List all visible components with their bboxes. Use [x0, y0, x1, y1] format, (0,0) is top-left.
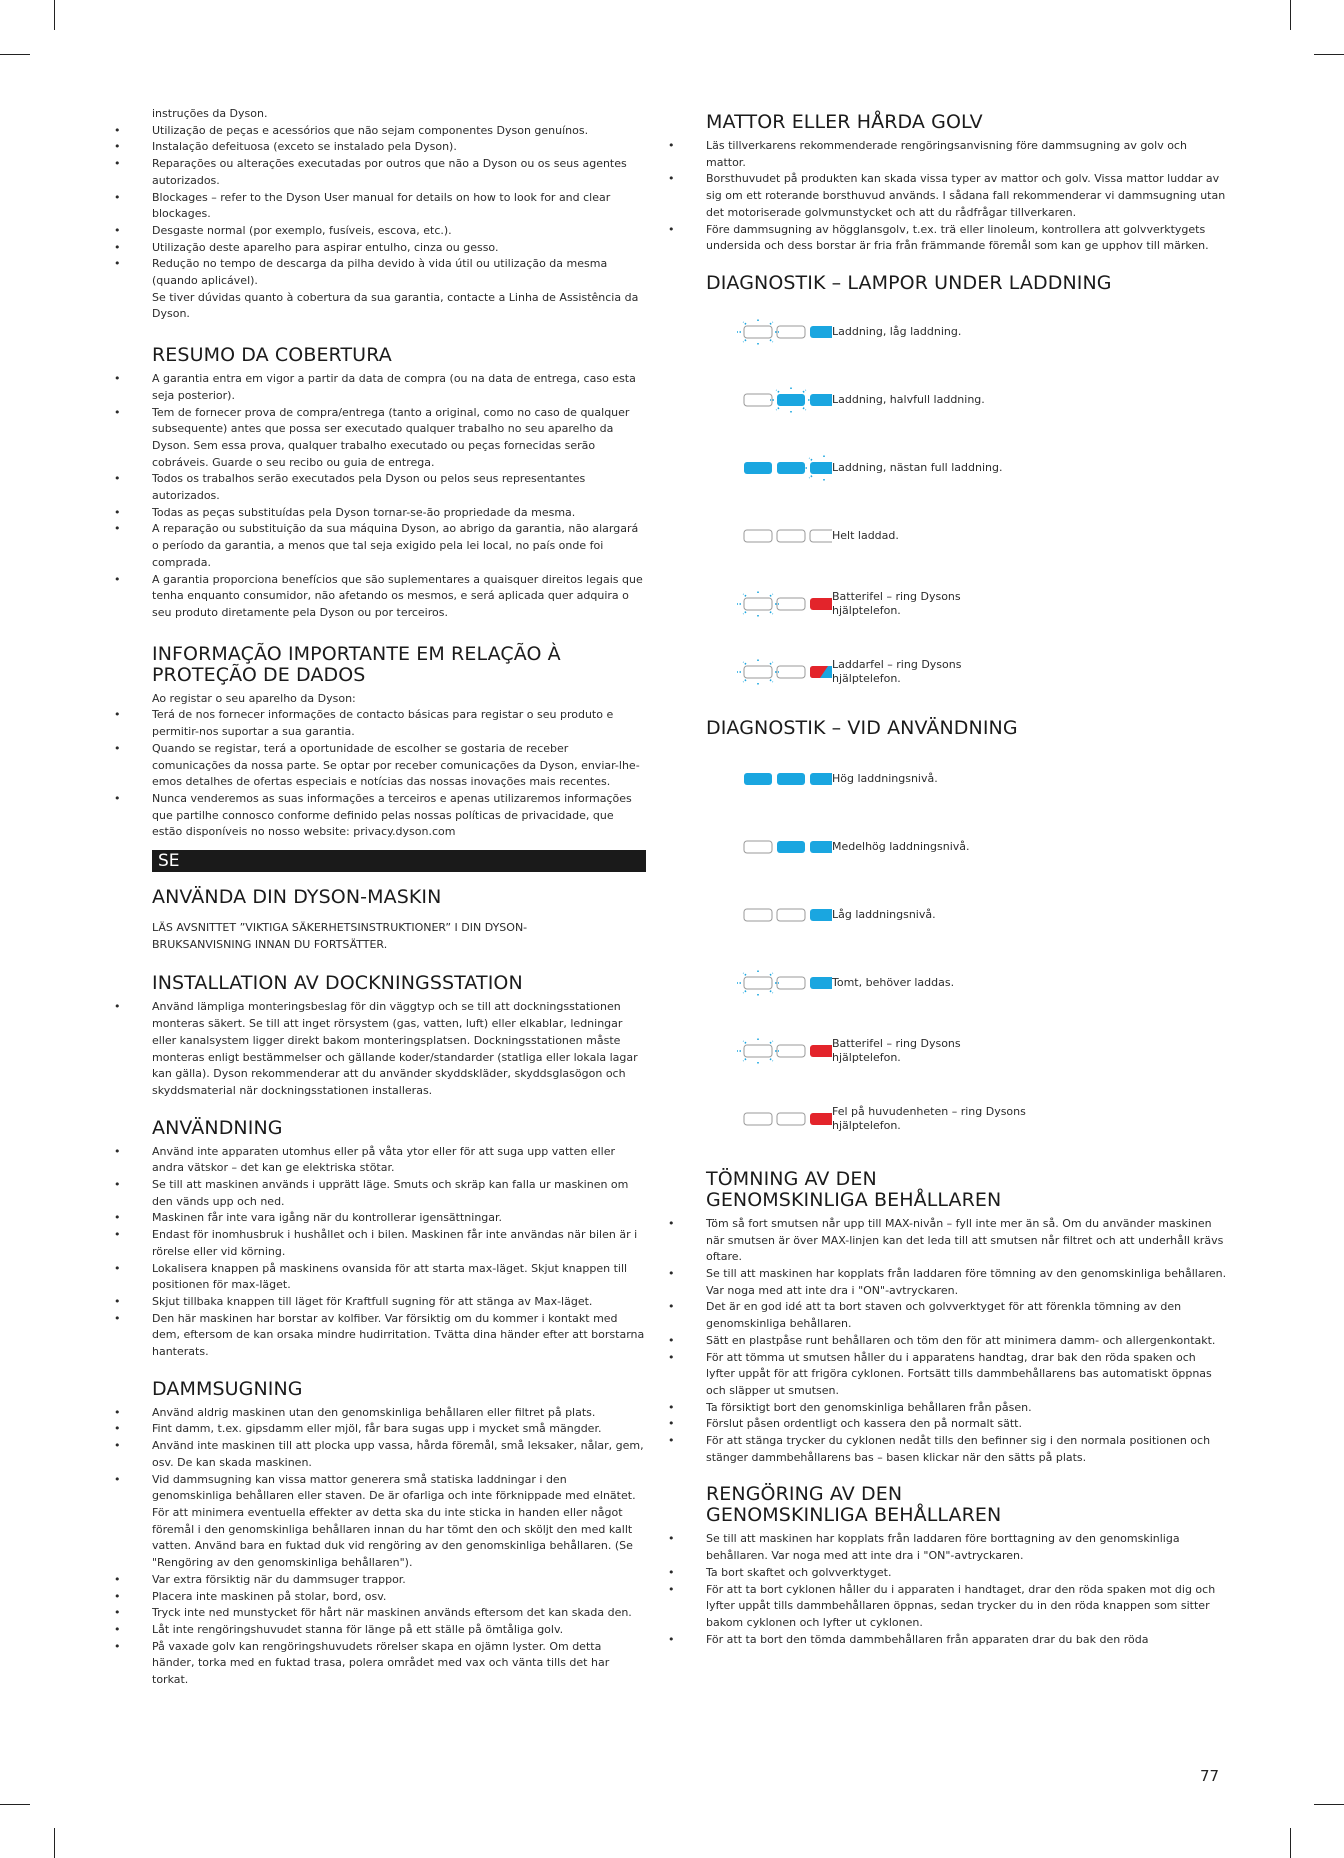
battery-indicator-icon: [706, 822, 832, 872]
battery-indicator-icon: [706, 958, 832, 1008]
right-column: [706, 112, 1228, 1648]
led-segment: [777, 977, 805, 989]
list-item: • Fint damm, t.ex. gipsdamm eller mjöl, får bara sugas upp i mycket små mängder.: [114, 1421, 646, 1438]
led-segment: [810, 598, 832, 610]
blink-ray: [743, 1059, 746, 1061]
anvandning-list: [114, 1144, 646, 1361]
led-indicator-graphic: [706, 890, 832, 940]
indicator-text: Laddarfel – ring Dysons hjälptelefon.: [832, 657, 962, 685]
led-segment: [810, 326, 832, 338]
list-item: • Använd lämpliga monteringsbeslag för din väggtyp och se till att dockningsstationen monteras säkert. Se till att inget rörsystem (gas, vatten, luft) eller elkablar, ledningar eller kanalsystem ligger direkt bakom monteringsplatsen. Dockningsstationen måste monteras enligt bestämmelser och gällande koder/standarder (statliga eller lokala lagar kan gälla). Dyson rekommenderar att du använder skyddskläder, skyddsglasögon och skyddsmaterial när dockningsstationen installeras.: [114, 999, 646, 1099]
indicator-row: [706, 366, 1228, 434]
list-item: • Läs tillverkarens rekommenderade rengöringsanvisning före dammsugning av golv och mattor.: [668, 138, 1228, 171]
indicator-row: [706, 298, 1228, 366]
led-segment: [744, 530, 772, 542]
blink-ray: [809, 458, 812, 460]
mattor-list: [668, 138, 1228, 255]
blink-ray: [809, 476, 812, 478]
list-item: • Se till att maskinen används i upprätt läge. Smuts och skräp kan falla ur maskinen om den vänds upp och ned.: [114, 1177, 646, 1210]
list-item: • Ta försiktigt bort den genomskinliga behållaren från påsen.: [668, 1400, 1228, 1417]
led-segment: [810, 462, 832, 474]
section-title-installation: INSTALLATION AV DOCKNINGSSTATION: [152, 972, 523, 995]
crop-mark: [54, 0, 55, 30]
led-indicator-graphic: [706, 754, 832, 804]
list-item: • Borsthuvudet på produkten kan skada vissa typer av mattor och golv. Vissa mattor luddar av sig om ett roterande borsthuvud används. I sådana fall rekommenderar vi dammsugning utan det motoriserade golvmunstycket och att du rådfrågar tillverkaren.: [668, 171, 1228, 221]
indicator-row: [706, 881, 1228, 949]
led-segment: [744, 1045, 772, 1057]
crop-mark: [1290, 1828, 1291, 1858]
section-title-diag-anvandning: DIAGNOSTIK – VID ANVÄNDNING: [706, 716, 1018, 739]
indicator-text: Låg laddningsnivå.: [832, 907, 936, 921]
crop-mark: [1314, 1804, 1344, 1805]
list-item: • Använd inte apparaten utomhus eller på våta ytor eller för att suga upp vatten eller andra vätskor – det kan ge elektriska stötar.: [114, 1144, 646, 1177]
tomning-list: [668, 1216, 1228, 1467]
indicator-row: [706, 949, 1228, 1017]
rengoring-list: [668, 1531, 1228, 1648]
indicator-row: [706, 570, 1228, 638]
blink-ray: [803, 408, 806, 410]
led-segment: [744, 841, 772, 853]
blink-ray: [743, 322, 746, 324]
led-segment: [744, 462, 772, 474]
section-title-rengoring: RENGÖRING AV DEN GENOMSKINLIGA BEHÅLLAREN: [706, 1483, 1002, 1527]
indicator-row: [706, 1085, 1228, 1153]
led-segment: [777, 394, 805, 406]
led-indicator-graphic: [706, 307, 832, 357]
list-item: • Förslut påsen ordentligt och kassera den på normalt sätt.: [668, 1416, 1228, 1433]
list-item: • Endast för inomhusbruk i hushållet och i bilen. Maskinen får inte användas när bilen är i rörelse eller vid körning.: [114, 1227, 646, 1260]
led-segment: [810, 1113, 832, 1125]
led-indicator-graphic: [706, 647, 832, 697]
section-title-dammsugning: DAMMSUGNING: [152, 1377, 303, 1400]
led-segment: [810, 394, 832, 406]
list-item: • Redução no tempo de descarga da pilha devido à vida útil ou utilização da mesma (quando aplicável). Se tiver dúvidas quanto à cobertura da sua garantia, contacte a Linha de Assistência da Dyson.: [114, 256, 646, 323]
list-item: • För att stänga trycker du cyklonen nedåt tills den befinner sig i den normala positionen och stänger dammbehållarens bas – basen klickar när den sätts på plats.: [668, 1433, 1228, 1466]
blink-ray: [770, 973, 773, 975]
list-item: • Skjut tillbaka knappen till läget för Kraftfull sugning för att stänga av Max-läget.: [114, 1294, 646, 1311]
list-item: • Den här maskinen har borstar av kolfiber. Var försiktig om du kommer i kontakt med dem, eftersom de kan orsaka mindre hudirritation. Tvätta dina händer efter att borstarna hanterats.: [114, 1311, 646, 1361]
list-item: • A garantia proporciona benefícios que são suplementares a quaisquer direitos legais que tenha enquanto consumidor, não afetando os mesmos, e será aplicada quer adquira o seu produto diretamente pela Dyson ou por terceiros.: [114, 572, 646, 622]
indicator-row: [706, 813, 1228, 881]
led-segment: [777, 909, 805, 921]
indicator-text: Helt laddad.: [832, 528, 899, 542]
indicator-row: [706, 502, 1228, 570]
battery-indicator-icon: [706, 647, 832, 697]
led-segment: [777, 530, 805, 542]
dados-list: [114, 707, 646, 841]
crop-mark: [1290, 0, 1291, 30]
led-segment: [744, 773, 772, 785]
battery-indicator-icon: [706, 579, 832, 629]
list-item: • Se till att maskinen har kopplats från laddaren före borttagning av den genomskinliga behållaren. Var noga med att inte dra i "ON"-avtryckaren.: [668, 1531, 1228, 1564]
blink-ray: [776, 390, 779, 392]
led-segment: [777, 1045, 805, 1057]
led-segment: [744, 977, 772, 989]
led-indicator-graphic: [706, 443, 832, 493]
indicator-text: Batterifel – ring Dysons hjälptelefon.: [832, 589, 961, 617]
blink-ray: [770, 340, 773, 342]
list-item: • Sätt en plastpåse runt behållaren och töm den för att minimera damm- och allergenkontakt.: [668, 1333, 1228, 1350]
blink-ray: [770, 594, 773, 596]
led-indicator-graphic: [706, 822, 832, 872]
section-title-anvanda: ANVÄNDA DIN DYSON-MASKIN: [152, 886, 442, 909]
indicator-text: Tomt, behöver laddas.: [832, 975, 955, 989]
indicator-text: Batterifel – ring Dysons hjälptelefon.: [832, 1036, 961, 1064]
blink-ray: [743, 973, 746, 975]
section-title-anvandning: ANVÄNDNING: [152, 1116, 283, 1139]
indicator-row: [706, 434, 1228, 502]
indicator-list-laddning: [706, 298, 1228, 706]
list-item: • Låt inte rengöringshuvudet stanna för länge på ett ställe på ömtåliga golv.: [114, 1622, 646, 1639]
list-item: • Quando se registar, terá a oportunidade de escolher se gostaria de receber comunicações da nossa parte. Se optar por receber comunicações da Dyson, enviar-lhe-emos detalhes de ofertas especiais e notícias das nossas inovações mais recentes.: [114, 741, 646, 791]
battery-indicator-icon: [706, 511, 832, 561]
led-segment: [744, 394, 772, 406]
blink-ray: [776, 408, 779, 410]
blink-ray: [743, 991, 746, 993]
intro-list: [114, 123, 646, 323]
led-segment: [744, 666, 772, 678]
anvanda-text: LÄS AVSNITTET ”VIKTIGA SÄKERHETSINSTRUKTIONER” I DIN DYSON-BRUKSANVISNING INNAN DU FORTSÄTTER.: [152, 921, 528, 951]
led-segment: [810, 1045, 832, 1057]
led-segment: [777, 841, 805, 853]
list-item: • Ta bort skaftet och golvverktyget.: [668, 1565, 1228, 1582]
page-number: 77: [1200, 1767, 1220, 1785]
resumo-list: [114, 371, 646, 622]
list-item: • Maskinen får inte vara igång när du kontrollerar igensättningar.: [114, 1210, 646, 1227]
blink-ray: [770, 612, 773, 614]
language-bar-se: SE: [152, 850, 646, 872]
led-segment: [810, 977, 832, 989]
blink-ray: [743, 662, 746, 664]
installation-list: [114, 999, 646, 1099]
led-indicator-graphic: [706, 511, 832, 561]
section-title-mattor: MATTOR ELLER HÅRDA GOLV: [706, 111, 983, 133]
blink-ray: [770, 1041, 773, 1043]
blink-ray: [770, 662, 773, 664]
blink-ray: [743, 594, 746, 596]
list-item: • Terá de nos fornecer informações de contacto básicas para registar o seu produto e permitir-nos suportar a sua garantia.: [114, 707, 646, 740]
indicator-row: [706, 745, 1228, 813]
led-segment: [810, 530, 832, 542]
blink-ray: [770, 1059, 773, 1061]
blink-ray: [770, 991, 773, 993]
blink-ray: [803, 390, 806, 392]
list-item: • Nunca venderemos as suas informações a terceiros e apenas utilizaremos informações que partilhe connosco conforme definido pelas nossas políticas de privacidade, que estão disponíveis no nosso website: privacy.dyson.com: [114, 791, 646, 841]
section-title-diag-laddning: DIAGNOSTIK – LAMPOR UNDER LADDNING: [706, 271, 1112, 294]
list-item: • Todos os trabalhos serão executados pela Dyson ou pelos seus representantes autorizados.: [114, 471, 646, 504]
battery-indicator-icon: [706, 754, 832, 804]
list-item: • A reparação ou substituição da sua máquina Dyson, ao abrigo da garantia, não alargará o período da garantia, a menos que tal seja exigido pela lei local, no país onde foi comprada.: [114, 521, 646, 571]
list-item: • Utilização de peças e acessórios que não sejam componentes Dyson genuínos.: [114, 123, 646, 140]
list-item: • Lokalisera knappen på maskinens ovansida för att starta max-läget. Skjut knappen till positionen för max-läget.: [114, 1261, 646, 1294]
left-column: [114, 106, 646, 1689]
list-item: • Före dammsugning av högglansgolv, t.ex. trä eller linoleum, kontrollera att golvverktygets undersida och dess borstar är fria från främmande föremål som kan ge upphov till märken.: [668, 222, 1228, 255]
section-title-resumo: RESUMO DA COBERTURA: [152, 344, 392, 367]
list-item: • Instalação defeituosa (exceto se instalado pela Dyson).: [114, 139, 646, 156]
blink-ray: [743, 1041, 746, 1043]
list-item: • Desgaste normal (por exemplo, fusíveis, escova, etc.).: [114, 223, 646, 240]
indicator-text: Fel på huvudenheten – ring Dysons hjälptelefon.: [832, 1104, 1026, 1132]
indicator-text: Medelhög laddningsnivå.: [832, 839, 970, 853]
battery-indicator-icon: [706, 1026, 832, 1076]
list-item: • Använd aldrig maskinen utan den genomskinliga behållaren eller filtret på plats.: [114, 1405, 646, 1422]
list-item: • Se till att maskinen har kopplats från laddaren före tömning av den genomskinliga behållaren. Var noga med att inte dra i "ON"-avtryckaren.: [668, 1266, 1228, 1299]
led-segment: [777, 326, 805, 338]
battery-indicator-icon: [706, 443, 832, 493]
led-segment: [810, 773, 832, 785]
section-title-tomning: TÖMNING AV DEN GENOMSKINLIGA BEHÅLLAREN: [706, 1167, 1002, 1211]
list-item: • På vaxade golv kan rengöringshuvudets rörelser skapa en ojämn lyster. Om detta händer, torka med en fuktad trasa, polera området med vax och vänta tills det har torkat.: [114, 1639, 646, 1689]
blink-ray: [743, 340, 746, 342]
crop-mark: [0, 54, 30, 55]
led-indicator-graphic: [706, 375, 832, 425]
crop-mark: [0, 1804, 30, 1805]
list-item: • Todas as peças substituídas pela Dyson tornar-se-ão propriedade da mesma.: [114, 505, 646, 522]
battery-indicator-icon: [706, 890, 832, 940]
crop-mark: [1314, 54, 1344, 55]
list-item: • För att ta bort cyklonen håller du i apparaten i handtaget, drar den röda spaken mot dig och lyfter uppåt tills dammbehållaren öppnas, sedan trycker du in den röda knappen som sitter bakom cyklonen och lyfter ut cyklonen.: [668, 1582, 1228, 1632]
led-segment: [744, 326, 772, 338]
led-segment: [777, 598, 805, 610]
led-segment: [744, 1113, 772, 1125]
list-item: • För att tömma ut smutsen håller du i apparatens handtag, drar bak den röda spaken och lyfter uppåt för att frigöra cyklonen. Fortsätt tills dammbehållarens bas automatiskt öppnas och släpper ut smutsen.: [668, 1350, 1228, 1400]
crop-mark: [54, 1828, 55, 1858]
led-indicator-graphic: [706, 958, 832, 1008]
battery-indicator-icon: [706, 1094, 832, 1144]
list-item: • Töm så fort smutsen når upp till MAX-nivån – fyll inte mer än så. Om du använder maskinen när smutsen är över MAX-linjen kan det leda till att smutsen når filtret och att underhåll krävs oftare.: [668, 1216, 1228, 1266]
led-indicator-graphic: [706, 1026, 832, 1076]
dammsugning-list: [114, 1405, 646, 1689]
battery-indicator-icon: [706, 307, 832, 357]
led-segment: [777, 666, 805, 678]
led-segment: [777, 1113, 805, 1125]
section-title-dados: INFORMAÇÃO IMPORTANTE EM RELAÇÃO À PROTEÇÃO DE DADOS: [152, 642, 561, 686]
indicator-text: Laddning, halvfull laddning.: [832, 392, 985, 406]
battery-indicator-icon: [706, 375, 832, 425]
indicator-row: [706, 1017, 1228, 1085]
list-item: • Vid dammsugning kan vissa mattor generera små statiska laddningar i den genomskinliga behållaren eller staven. De är ofarliga och inte förknippade med elnätet. För att minimera eventuella effekter av detta ska du inte sticka in handen eller något föremål i den genomskinliga behållaren innan du har tömt den och sköljt den med kallt vatten. Använd bara en fuktad duk vid rengöring av den genomskinliga behållaren. (Se "Rengöring av den genomskinliga behållaren").: [114, 1472, 646, 1572]
dados-intro: Ao registar o seu aparelho da Dyson:: [152, 691, 356, 705]
led-segment: [810, 841, 832, 853]
blink-ray: [743, 612, 746, 614]
list-item: • A garantia entra em vigor a partir da data de compra (ou na data de entrega, caso esta seja posterior).: [114, 371, 646, 404]
led-segment: [777, 462, 805, 474]
led-indicator-graphic: [706, 579, 832, 629]
blink-ray: [743, 680, 746, 682]
led-segment: [744, 598, 772, 610]
led-segment: [777, 773, 805, 785]
list-item: • Blockages – refer to the Dyson User manual for details on how to look for and clear blockages.: [114, 190, 646, 223]
list-item: • Reparações ou alterações executadas por outros que não a Dyson ou os seus agentes autorizados.: [114, 156, 646, 189]
led-segment: [810, 909, 832, 921]
list-item: • Tryck inte ned munstycket för hårt när maskinen används eftersom det kan skada den.: [114, 1605, 646, 1622]
list-item: • Använd inte maskinen till att plocka upp vassa, hårda föremål, små leksaker, nålar, gem, osv. De kan skada maskinen.: [114, 1438, 646, 1471]
indicator-text: Hög laddningsnivå.: [832, 771, 938, 785]
blink-ray: [770, 680, 773, 682]
indicator-text: Laddning, nästan full laddning.: [832, 460, 1003, 474]
indicator-text: Laddning, låg laddning.: [832, 324, 962, 338]
led-indicator-graphic: [706, 1094, 832, 1144]
led-segment: [744, 909, 772, 921]
list-item: • Var extra försiktig när du dammsuger trappor.: [114, 1572, 646, 1589]
list-item: • Utilização deste aparelho para aspirar entulho, cinza ou gesso.: [114, 240, 646, 257]
list-item: • För att ta bort den tömda dammbehållaren från apparaten drar du bak den röda: [668, 1632, 1228, 1649]
intro-continuation: instruções da Dyson.: [152, 107, 268, 120]
indicator-row: [706, 638, 1228, 706]
list-item: • Tem de fornecer prova de compra/entrega (tanto a original, como no caso de qualquer subsequente) antes que possa ser executado qualquer trabalho no seu aparelho da Dyson. Sem essa prova, qualquer trabalho executado ou peças fornecidas serão cobráveis. Guarde o seu recibo ou guia de entrega.: [114, 405, 646, 472]
blink-ray: [770, 322, 773, 324]
list-item: • Det är en god idé att ta bort staven och golvverktyget för att förenkla tömning av den genomskinliga behållaren.: [668, 1299, 1228, 1332]
indicator-list-anvandning: [706, 745, 1228, 1153]
list-item: • Placera inte maskinen på stolar, bord, osv.: [114, 1589, 646, 1606]
